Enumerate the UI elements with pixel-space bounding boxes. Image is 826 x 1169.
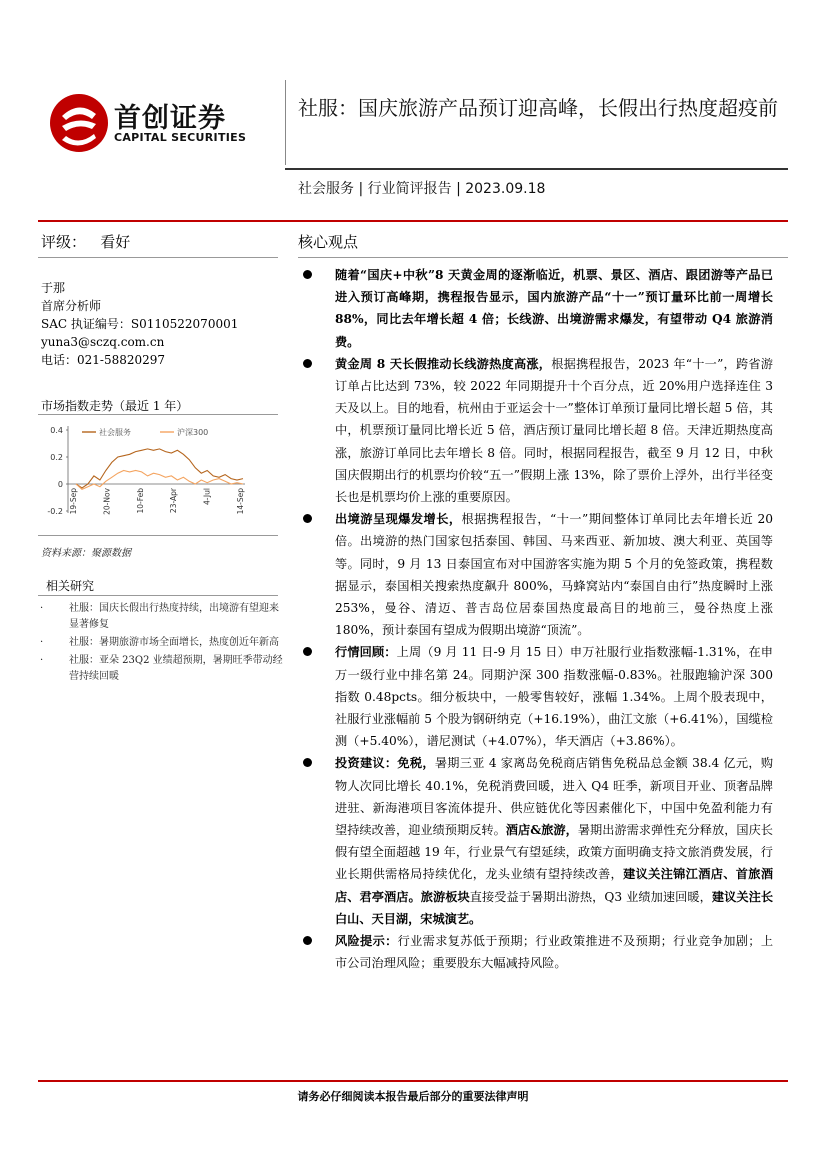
point-4: 行情回顾：上周（9 月 11 日-9 月 15 日）申万社服行业指数涨幅-1.31%，在申万一级行业中排名第 24。同期沪深 300 指数涨幅-0.83%。社服跑输沪深 300 指数 0.48pcts。细分板块中，一般零售较好，涨幅 1.34%。上周个股表现中，社服行业涨幅前 5 个股为钢研纳克（+16.19%），曲江文旅（+6.41%），国缆检测（+5.40%），谱尼测试（+4.07%），华天酒店（+3.86%）。 bbox=[303, 641, 773, 752]
core-views-title: 核心观点 bbox=[298, 233, 359, 251]
top-divider bbox=[38, 220, 788, 222]
related-item[interactable]: · 社服：国庆长假出行热度持续，出境游有望迎来显著修复 bbox=[40, 603, 279, 630]
series-line-1 bbox=[76, 449, 243, 488]
point-3: 出境游呈现爆发增长，根据携程报告，“十一”期间整体订单同比去年增长近 20 倍。出境游的热门国家包括泰国、韩国、马来西亚、新加坡、澳大利亚、英国等等。同时，9 月 13 日泰国宣布对中国游客实施为期 5 个月的免签政策，携程数据显示，泰国相关搜索热度飙升 800%，马蜂窝站内“泰国自由行”热度瞬时上涨 253%，曼谷、清迈、普吉岛位居泰国热度最高目的地前三，曼谷热度上涨 180%，预计泰国有望成为假期出境游“顶流”。 bbox=[303, 508, 773, 641]
trend-chart-title: 市场指数走势（最近 1 年） bbox=[41, 399, 189, 413]
logo-mark-icon bbox=[48, 92, 110, 154]
point-1: 随着“国庆+中秋”8 天黄金周的逐渐临近，机票、景区、酒店、跟团游等产品已进入预订高峰期，携程报告显示，国内旅游产品“十一”预订量环比前一周增长 88%，同比去年增长超 4 倍；长线游、出境游需求爆发，有望带动 Q4 旅游消费。 bbox=[303, 264, 773, 353]
legend-label: 沪深300 bbox=[177, 428, 209, 437]
point-2: 黄金周 8 天长假推动长线游热度高涨，根据携程报告，2023 年“十一”，跨省游订单占比达到 73%，较 2022 年同期提升十个百分点，近 20%用户选择连住 3 天及以上。目的地看，杭州由于亚运会十一”整体订单预订量同比增长超 5 倍，其中，机票预订量同比增长近 5 倍，酒店预订量同比增长超 8 倍。天津近期热度高涨，旅游订单同比去年增长 8 倍。同时，根据同程报告，截至 9 月 12 日，中秋国庆假期出行的机票均价较“五一”假期上涨 13%，除了票价上浮外，出行半径变长也是机票均价上涨的重要原因。 bbox=[303, 353, 773, 508]
bullet-icon: · bbox=[40, 655, 44, 666]
related-research-list bbox=[38, 601, 284, 687]
x-tick-label: 20-Nov bbox=[102, 488, 112, 515]
analyst-phone: 电话：021-58820297 bbox=[41, 353, 166, 367]
footer-divider bbox=[38, 1080, 788, 1082]
x-tick-label: 23-Apr bbox=[169, 488, 179, 514]
analyst-name: 于那 bbox=[41, 281, 66, 295]
analyst-sac: SAC 执证编号：S0110522070001 bbox=[41, 317, 239, 331]
related-item[interactable]: · 社服：暑期旅游市场全面增长，热度创近年新高 bbox=[38, 635, 284, 651]
series-line-2 bbox=[76, 471, 243, 490]
x-tick-label: 4-Jul bbox=[202, 488, 212, 505]
market-index-chart bbox=[38, 414, 278, 536]
company-logo bbox=[48, 92, 273, 152]
related-research-title: 相关研究 bbox=[46, 579, 95, 593]
bullet-icon bbox=[303, 758, 312, 767]
bullet-icon bbox=[303, 270, 312, 279]
related-item[interactable]: · 社服：亚朵 23Q2 业绩超预期，暑期旺季带动经营持续回暖 bbox=[40, 655, 283, 682]
content-rule bbox=[298, 257, 788, 258]
header-rule bbox=[285, 168, 788, 170]
logo-name-en: CAPITAL SECURITIES bbox=[114, 131, 247, 144]
x-tick-label: 14-Sep bbox=[236, 488, 245, 515]
bullet-icon: · bbox=[40, 637, 44, 648]
logo-name-cn: 首创证券 bbox=[114, 103, 226, 134]
analyst-email[interactable]: yuna3@sczq.com.cn bbox=[41, 335, 165, 349]
legend-label: 社会服务 bbox=[99, 428, 131, 437]
y-tick-label: -0.2 bbox=[47, 507, 63, 516]
y-tick-label: 0.4 bbox=[50, 426, 63, 435]
y-tick-label: 0.2 bbox=[50, 453, 63, 462]
chart-source: 资料来源：聚源数据 bbox=[41, 548, 131, 559]
analyst-role: 首席分析师 bbox=[41, 299, 102, 313]
x-tick-label: 19-Sep bbox=[69, 488, 78, 515]
point-5: 投资建议：免税，暑期三亚 4 家离岛免税商店销售免税品总金额 38.4 亿元，购物人次同比增长 40.1%，免税消费回暖，进入 Q4 旺季，新项目开业、顶奢品牌进驻、新海港项目客流体提升、供应链优化等因素催化下，中国中免盈利能力有望持续改善，迎业绩预期反转。酒店&旅游，暑期出游需求弹性充分释放，国庆长假有望全面超越 19 年，行业景气有望延续，政策方面明确支持文旅消费发展，行业长期供需格局持续优化，龙头业绩有望持续改善，建议关注锦江酒店、首旅酒店、君亭酒店。旅游板块直接受益于暑期出游热，Q3 业绩加速回暖，建议关注长白山、天目湖，宋城演艺。 bbox=[303, 752, 773, 930]
report-subheader: 社会服务 | 行业简评报告 | 2023.09.18 bbox=[298, 181, 546, 197]
related-rule bbox=[38, 595, 278, 596]
rating: 评级： 看好 bbox=[41, 233, 131, 251]
chart-svg bbox=[38, 415, 278, 537]
x-tick-label: 10-Feb bbox=[135, 488, 145, 514]
bullet-icon bbox=[303, 514, 312, 523]
bullet-icon: · bbox=[40, 603, 44, 614]
point-6: 风险提示：行业需求复苏低于预期；行业政策推进不及预期；行业竞争加剧；上市公司治理风险；重要股东大幅减持风险。 bbox=[303, 930, 773, 974]
legal-notice: 请务必仔细阅读本报告最后部分的重要法律声明 bbox=[297, 1090, 529, 1103]
sidebar-rule bbox=[38, 257, 278, 258]
core-views bbox=[303, 264, 773, 975]
analyst-info bbox=[41, 279, 238, 369]
bullet-icon bbox=[303, 936, 312, 945]
bullet-icon bbox=[303, 647, 312, 656]
bullet-icon bbox=[303, 359, 312, 368]
report-title: 社服：国庆旅游产品预订迎高峰，长假出行热度超疫前 bbox=[298, 96, 778, 120]
header-divider bbox=[285, 80, 286, 165]
y-tick-label: 0 bbox=[57, 480, 63, 489]
